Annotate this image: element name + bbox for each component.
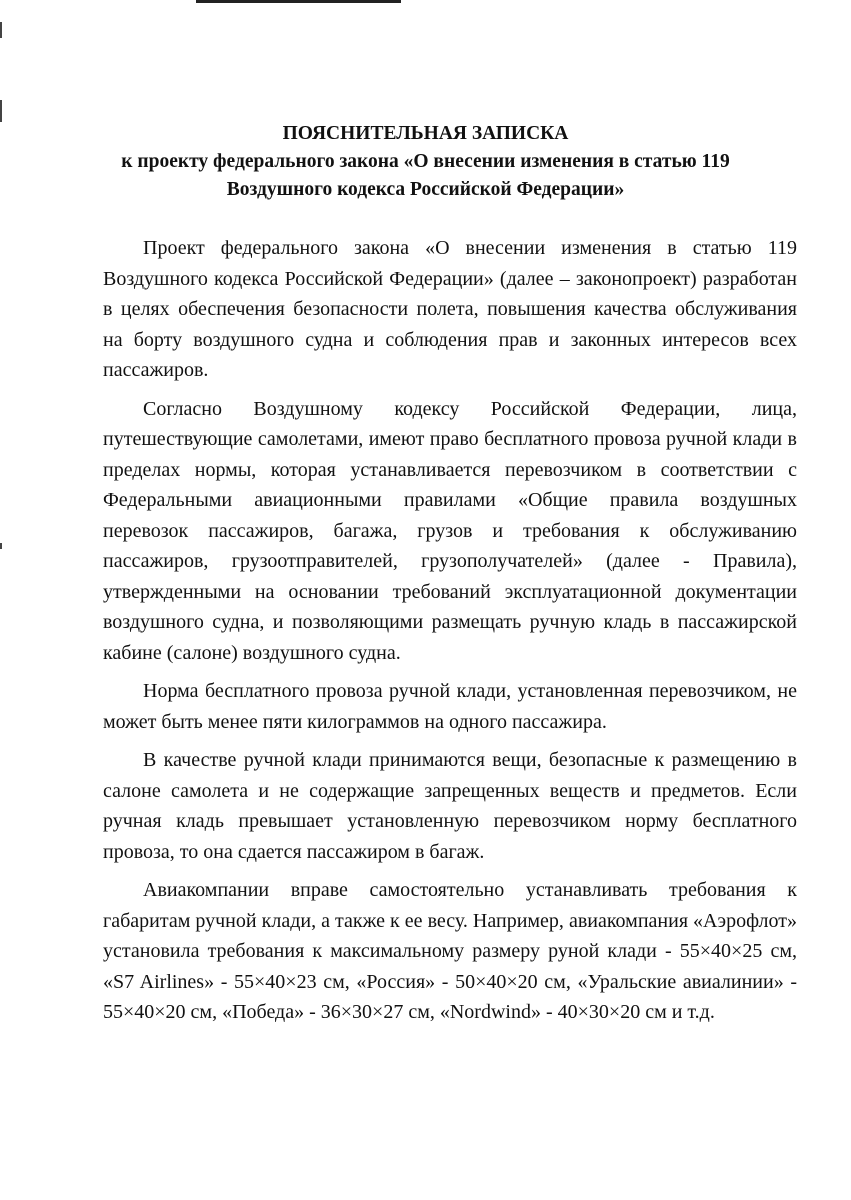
top-scan-rule — [196, 0, 401, 3]
paragraph: Согласно Воздушному кодексу Российской Федерации, лица, путешествующие самолетами, имеют право бесплатного провоза ручной клади в пределах нормы, которая устанавливается перевозчиком в соответствии с Федеральными авиационными правилами «Общие правила воздушных перевозок пассажиров, багажа, грузов и требования к обслуживанию пассажиров, грузоотправителей, грузополучателей» (далее - Правила), утвержденными на основании требований эксплуатационной документации воздушного судна, и позволяющими размещать ручную кладь в пассажирской кабине (салоне) воздушного судна. — [103, 397, 797, 664]
paragraph: Норма бесплатного провоза ручной клади, установленная перевозчиком, не может быть менее пяти килограммов на одного пассажира. — [103, 680, 797, 733]
title-line-1: ПОЯСНИТЕЛЬНАЯ ЗАПИСКА — [282, 123, 569, 144]
document-body — [103, 233, 797, 1036]
left-edge-mark — [0, 100, 2, 122]
title-line-2: к проекту федерального закона «О внесении изменения в статью 119 — [121, 151, 730, 172]
paragraph: Проект федерального закона «О внесении изменения в статью 119 Воздушного кодекса Российской Федерации» (далее – законопроект) разработан в целях обеспечения безопасности полета, повышения качества обслуживания на борту воздушного судна и соблюдения прав и законных интересов всех пассажиров. — [103, 237, 797, 381]
title-line-3: Воздушного кодекса Российской Федерации» — [226, 179, 625, 200]
document-title — [0, 120, 851, 204]
paragraph: В качестве ручной клади принимаются вещи, безопасные к размещению в салоне самолета и не содержащие запрещенных веществ и предметов. Если ручная кладь превышает установленную перевозчиком норму бесплатного провоза, то она сдается пассажиром в багаж. — [103, 749, 797, 863]
left-edge-mark — [0, 22, 2, 38]
paragraph: Авиакомпании вправе самостоятельно устанавливать требования к габаритам ручной клади, а также к ее весу. Например, авиакомпания «Аэрофлот» установила требования к максимальному размеру руной клади - 55×40×25 см, «S7 Airlines» - 55×40×23 см, «Россия» - 50×40×20 см, «Уральские авиалинии» - 55×40×20 см, «Победа» - 36×30×27 см, «Nordwind» - 40×30×20 см и т.д. — [103, 879, 797, 1023]
left-edge-mark — [0, 543, 2, 549]
